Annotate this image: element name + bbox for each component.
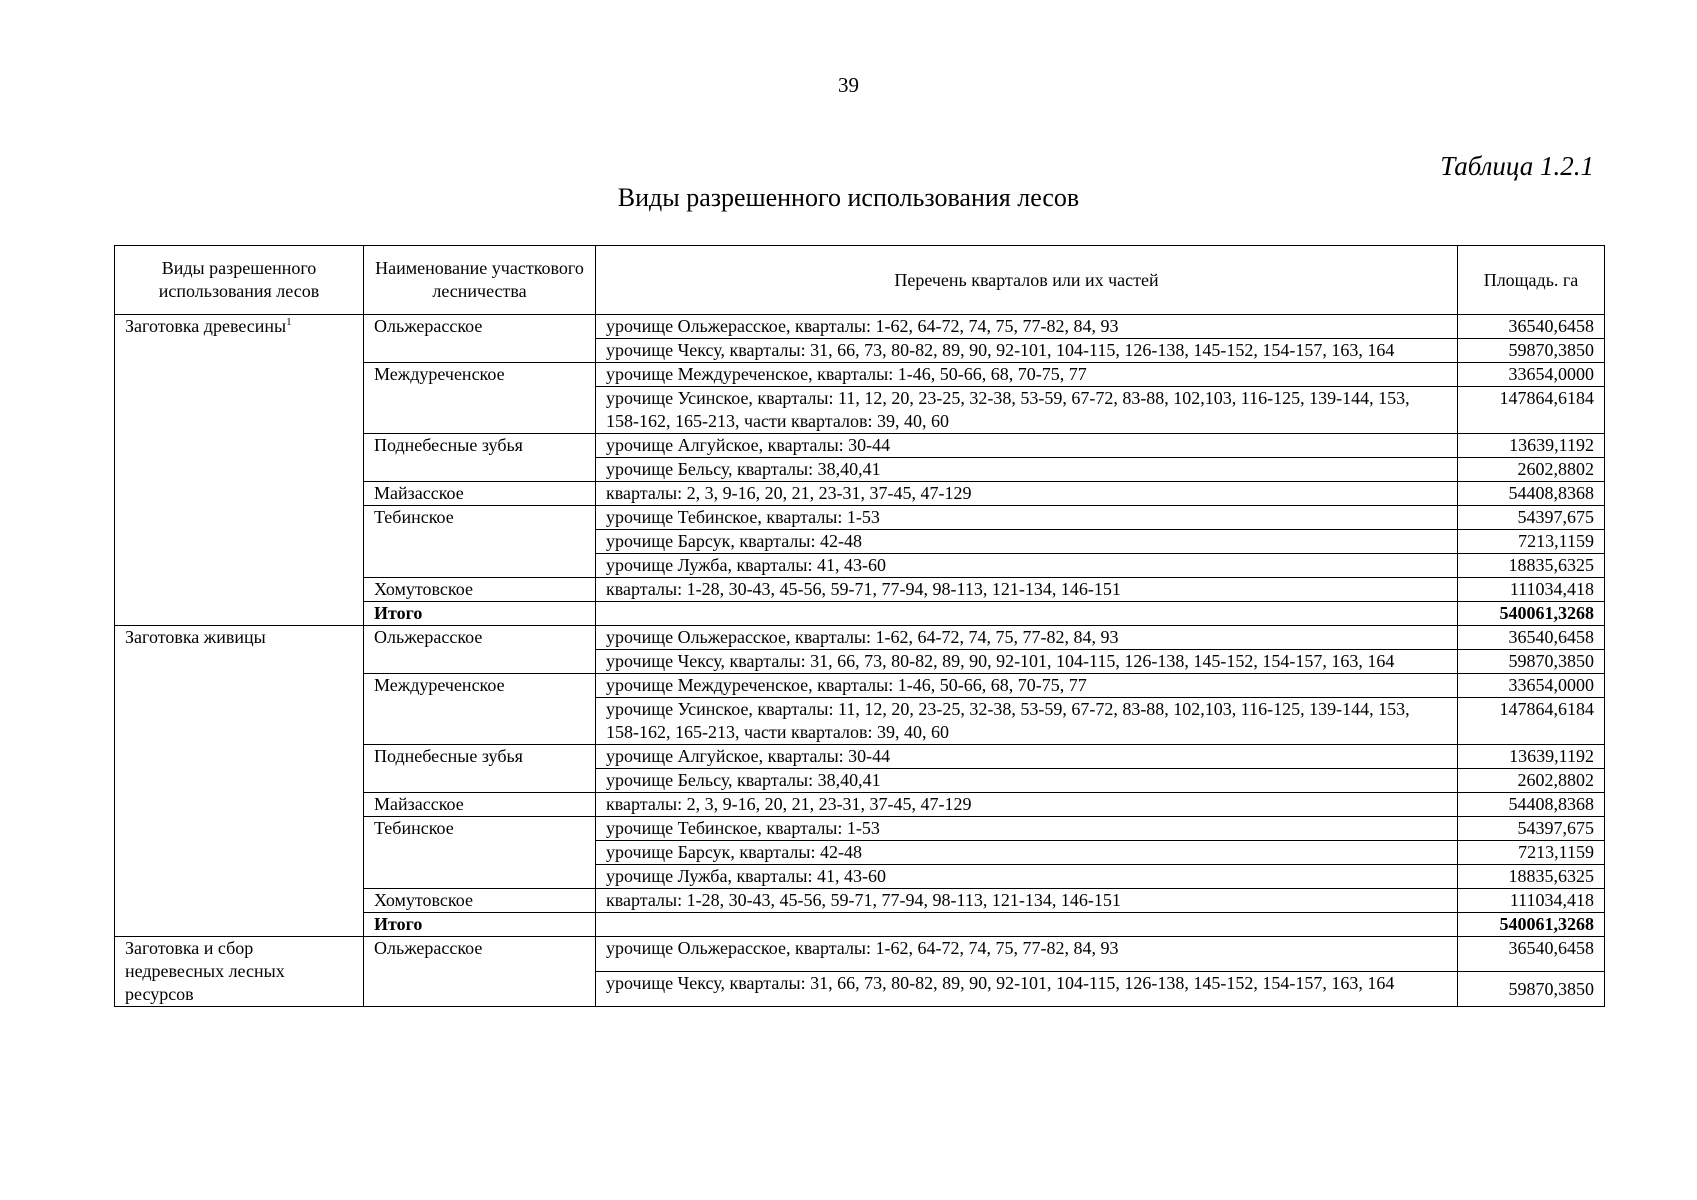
area-cell: 147864,6184 bbox=[1458, 387, 1605, 434]
forestry-cell: Ольжерасское bbox=[364, 315, 596, 363]
area-cell: 59870,3850 bbox=[1458, 339, 1605, 363]
forest-use-table bbox=[114, 245, 1605, 1007]
area-cell: 54408,8368 bbox=[1458, 482, 1605, 506]
area-cell: 33654,0000 bbox=[1458, 674, 1605, 698]
area-cell: 147864,6184 bbox=[1458, 698, 1605, 745]
quarters-cell: урочище Барсук, кварталы: 42-48 bbox=[596, 841, 1458, 865]
quarters-cell: урочище Чексу, кварталы: 31, 66, 73, 80-82, 89, 90, 92-101, 104-115, 126-138, 145-152, 154-157, 163, 164 bbox=[596, 650, 1458, 674]
quarters-cell: кварталы: 1-28, 30-43, 45-56, 59-71, 77-94, 98-113, 121-134, 146-151 bbox=[596, 889, 1458, 913]
area-cell: 36540,6458 bbox=[1458, 626, 1605, 650]
quarters-cell: урочище Бельсу, кварталы: 38,40,41 bbox=[596, 769, 1458, 793]
area-cell: 7213,1159 bbox=[1458, 841, 1605, 865]
quarters-cell: урочище Барсук, кварталы: 42-48 bbox=[596, 530, 1458, 554]
quarters-cell: урочище Алгуйское, кварталы: 30-44 bbox=[596, 745, 1458, 769]
quarters-cell: урочище Междуреченское, кварталы: 1-46, 50-66, 68, 70-75, 77 bbox=[596, 363, 1458, 387]
area-cell: 13639,1192 bbox=[1458, 745, 1605, 769]
quarters-cell: урочище Чексу, кварталы: 31, 66, 73, 80-82, 89, 90, 92-101, 104-115, 126-138, 145-152, 154-157, 163, 164 bbox=[596, 972, 1458, 1007]
quarters-cell: урочище Тебинское, кварталы: 1-53 bbox=[596, 817, 1458, 841]
area-cell: 54397,675 bbox=[1458, 506, 1605, 530]
total-area: 540061,3268 bbox=[1458, 602, 1605, 626]
table-title: Виды разрешенного использования лесов bbox=[617, 183, 1080, 212]
forestry-cell: Ольжерасское bbox=[364, 626, 596, 674]
area-cell: 18835,6325 bbox=[1458, 554, 1605, 578]
quarters-cell: урочище Междуреченское, кварталы: 1-46, 50-66, 68, 70-75, 77 bbox=[596, 674, 1458, 698]
quarters-cell: урочище Усинское, кварталы: 11, 12, 20, 23-25, 32-38, 53-59, 67-72, 83-88, 102,103, 116-125, 139-144, 153, 158-162, 165-213, части кварталов: 39, 40, 60 bbox=[596, 387, 1458, 434]
forestry-cell: Междуреченское bbox=[364, 363, 596, 434]
area-cell: 59870,3850 bbox=[1458, 650, 1605, 674]
total-label: Итого bbox=[364, 602, 596, 626]
table-label: Таблица 1.2.1 bbox=[1440, 151, 1594, 181]
forestry-cell: Тебинское bbox=[364, 506, 596, 578]
area-cell: 111034,418 bbox=[1458, 578, 1605, 602]
quarters-cell: кварталы: 1-28, 30-43, 45-56, 59-71, 77-94, 98-113, 121-134, 146-151 bbox=[596, 578, 1458, 602]
forestry-cell: Хомутовское bbox=[364, 889, 596, 913]
quarters-cell: урочище Алгуйское, кварталы: 30-44 bbox=[596, 434, 1458, 458]
quarters-cell: урочище Лужба, кварталы: 41, 43-60 bbox=[596, 865, 1458, 889]
column-header-use-type: Виды разрешенного использования лесов bbox=[115, 246, 364, 315]
forestry-cell: Тебинское bbox=[364, 817, 596, 889]
area-cell: 2602,8802 bbox=[1458, 769, 1605, 793]
forestry-cell: Майзасское bbox=[364, 793, 596, 817]
total-empty-cell bbox=[596, 602, 1458, 626]
area-cell: 7213,1159 bbox=[1458, 530, 1605, 554]
footnote-mark: 1 bbox=[286, 316, 292, 328]
total-empty-cell bbox=[596, 913, 1458, 937]
forestry-cell: Майзасское bbox=[364, 482, 596, 506]
quarters-cell: урочище Лужба, кварталы: 41, 43-60 bbox=[596, 554, 1458, 578]
use-type-cell: Заготовка и сбор недревесных лесных ресурсов bbox=[115, 937, 364, 1007]
table-row bbox=[115, 626, 1605, 650]
area-cell: 54397,675 bbox=[1458, 817, 1605, 841]
page-number: 39 bbox=[838, 73, 859, 97]
table-row bbox=[115, 937, 1605, 972]
total-label: Итого bbox=[364, 913, 596, 937]
area-cell: 36540,6458 bbox=[1458, 937, 1605, 972]
column-header-area: Площадь. га bbox=[1458, 246, 1605, 315]
forestry-cell: Поднебесные зубья bbox=[364, 745, 596, 793]
area-cell: 2602,8802 bbox=[1458, 458, 1605, 482]
quarters-cell: урочище Тебинское, кварталы: 1-53 bbox=[596, 506, 1458, 530]
area-cell: 18835,6325 bbox=[1458, 865, 1605, 889]
quarters-cell: урочище Ольжерасское, кварталы: 1-62, 64-72, 74, 75, 77-82, 84, 93 bbox=[596, 937, 1458, 972]
forestry-cell: Поднебесные зубья bbox=[364, 434, 596, 482]
area-cell: 54408,8368 bbox=[1458, 793, 1605, 817]
quarters-cell: урочище Бельсу, кварталы: 38,40,41 bbox=[596, 458, 1458, 482]
quarters-cell: кварталы: 2, 3, 9-16, 20, 21, 23-31, 37-45, 47-129 bbox=[596, 482, 1458, 506]
use-type-cell: Заготовка живицы bbox=[115, 626, 364, 937]
column-header-quarters: Перечень кварталов или их частей bbox=[596, 246, 1458, 315]
table-body bbox=[115, 315, 1605, 1007]
forestry-cell: Хомутовское bbox=[364, 578, 596, 602]
quarters-cell: кварталы: 2, 3, 9-16, 20, 21, 23-31, 37-45, 47-129 bbox=[596, 793, 1458, 817]
quarters-cell: урочище Усинское, кварталы: 11, 12, 20, 23-25, 32-38, 53-59, 67-72, 83-88, 102,103, 116-125, 139-144, 153, 158-162, 165-213, части кварталов: 39, 40, 60 bbox=[596, 698, 1458, 745]
forestry-cell: Ольжерасское bbox=[364, 937, 596, 1007]
area-cell: 33654,0000 bbox=[1458, 363, 1605, 387]
forestry-cell: Междуреченское bbox=[364, 674, 596, 745]
area-cell: 111034,418 bbox=[1458, 889, 1605, 913]
area-cell: 59870,3850 bbox=[1458, 972, 1605, 1007]
table-header-row bbox=[115, 246, 1605, 315]
use-type-cell: Заготовка древесины$^1$ bbox=[115, 315, 364, 626]
quarters-cell: урочище Ольжерасское, кварталы: 1-62, 64-72, 74, 75, 77-82, 84, 93 bbox=[596, 626, 1458, 650]
quarters-cell: урочище Чексу, кварталы: 31, 66, 73, 80-82, 89, 90, 92-101, 104-115, 126-138, 145-152, 154-157, 163, 164 bbox=[596, 339, 1458, 363]
column-header-forestry: Наименование участкового лесничества bbox=[364, 246, 596, 315]
table-row bbox=[115, 315, 1605, 339]
area-cell: 13639,1192 bbox=[1458, 434, 1605, 458]
total-area: 540061,3268 bbox=[1458, 913, 1605, 937]
quarters-cell: урочище Ольжерасское, кварталы: 1-62, 64-72, 74, 75, 77-82, 84, 93 bbox=[596, 315, 1458, 339]
area-cell: 36540,6458 bbox=[1458, 315, 1605, 339]
